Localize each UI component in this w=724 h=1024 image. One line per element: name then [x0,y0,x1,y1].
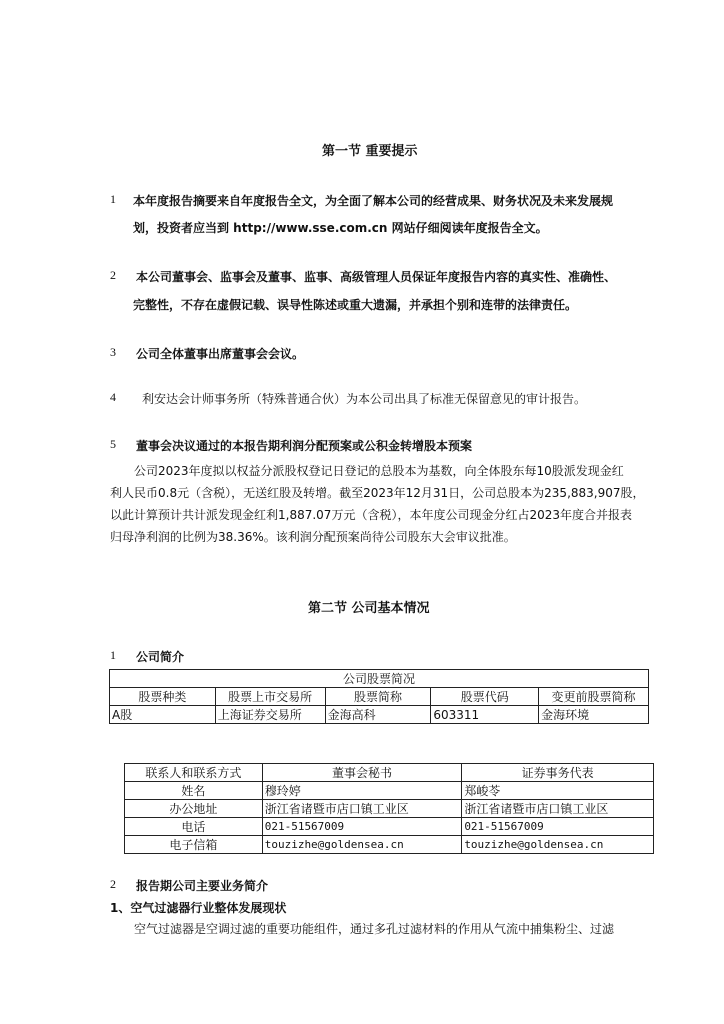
sub2-number: 2 [110,877,116,891]
item-2-text-line1: 本公司董事会、监事会及董事、监事、高级管理人员保证年度报告内容的真实性、准确性、 [136,270,617,284]
stock-cell-type: A股 [110,706,216,724]
sub2-label: 报告期公司主要业务简介 [136,879,269,893]
contact-secretary-address: 浙江省诸暨市店口镇工业区 [262,800,462,818]
stock-table-caption: 公司股票简况 [110,670,649,688]
sub1-label: 公司简介 [136,650,185,664]
stock-cell-code: 603311 [431,706,539,724]
contact-table [124,763,654,854]
contact-secretary-email: touzizhe@goldensea.cn [262,836,462,854]
contact-rep-email: touzizhe@goldensea.cn [462,836,654,854]
contact-row-label: 办公地址 [125,800,263,818]
contact-secretary-phone: 021-51567009 [262,818,462,836]
contact-row-label: 电话 [125,818,263,836]
stock-cell-abbr: 金海高科 [325,706,431,724]
item-3-text: 公司全体董事出席董事会会议。 [136,347,305,361]
dividend-line: 利人民币0.8元（含税），无送红股及转增。截至2023年12月31日，公司总股本为235,883,907股， [110,486,645,500]
section2-title: 第二节 公司基本情况 [308,601,430,616]
sub1-number: 1 [110,648,116,662]
item-4-text: 利安达会计师事务所（特殊普通合伙）为本公司出具了标准无保留意见的审计报告。 [142,392,587,406]
contact-rep-name: 郑峻苓 [462,782,654,800]
stock-header-abbr: 股票简称 [325,688,431,706]
stock-cell-prev-abbr: 金海环境 [539,706,649,724]
item-2-text-line2: 完整性，不存在虚假记载、误导性陈述或重大遗漏，并承担个别和连带的法律责任。 [133,298,578,312]
contact-rep-address: 浙江省诸暨市店口镇工业区 [462,800,654,818]
item-1-number: 1 [110,192,116,206]
stock-cell-exchange: 上海证券交易所 [215,706,325,724]
item-4-number: 4 [110,390,116,404]
contact-header-label: 联系人和联系方式 [125,764,263,782]
dividend-line: 归母净利润的比例为38.36%。该利润分配预案尚待公司股东大会审议批准。 [110,530,516,544]
sub2-1-text: 空气过滤器是空调过滤的重要功能组件，通过多孔过滤材料的作用从气流中捕集粉尘、过滤 [134,922,615,936]
contact-rep-phone: 021-51567009 [462,818,654,836]
item-5-text: 董事会决议通过的本报告期利润分配预案或公积金转增股本预案 [136,439,473,453]
contact-secretary-name: 穆玲婷 [262,782,462,800]
item-1-text-line1: 本年度报告摘要来自年度报告全文，为全面了解本公司的经营成果、财务状况及未来发展规 [133,194,614,208]
stock-header-exchange: 股票上市交易所 [215,688,325,706]
sub2-1-heading: 1、空气过滤器行业整体发展现状 [110,901,287,915]
item-5-number: 5 [110,437,116,451]
item-2-number: 2 [110,268,116,282]
contact-header-rep: 证券事务代表 [462,764,654,782]
stock-table [109,669,649,724]
dividend-paragraph [110,460,650,548]
contact-row-label: 姓名 [125,782,263,800]
item-3-number: 3 [110,345,116,359]
section1-title: 第一节 重要提示 [322,144,418,159]
stock-header-type: 股票种类 [110,688,216,706]
contact-header-secretary: 董事会秘书 [262,764,462,782]
dividend-line: 公司2023年度拟以权益分派股权登记日登记的总股本为基数，向全体股东每10股派发现金红 [134,464,624,478]
contact-row-label: 电子信箱 [125,836,263,854]
stock-header-code: 股票代码 [431,688,539,706]
stock-header-prev-abbr: 变更前股票简称 [539,688,649,706]
dividend-line: 以此计算预计共计派发现金红利1,887.07万元（含税），本年度公司现金分红占2023年度合并报表 [110,508,632,522]
item-1-text-line2: 划，投资者应当到 http://www.sse.com.cn 网站仔细阅读年度报告全文。 [133,221,548,235]
